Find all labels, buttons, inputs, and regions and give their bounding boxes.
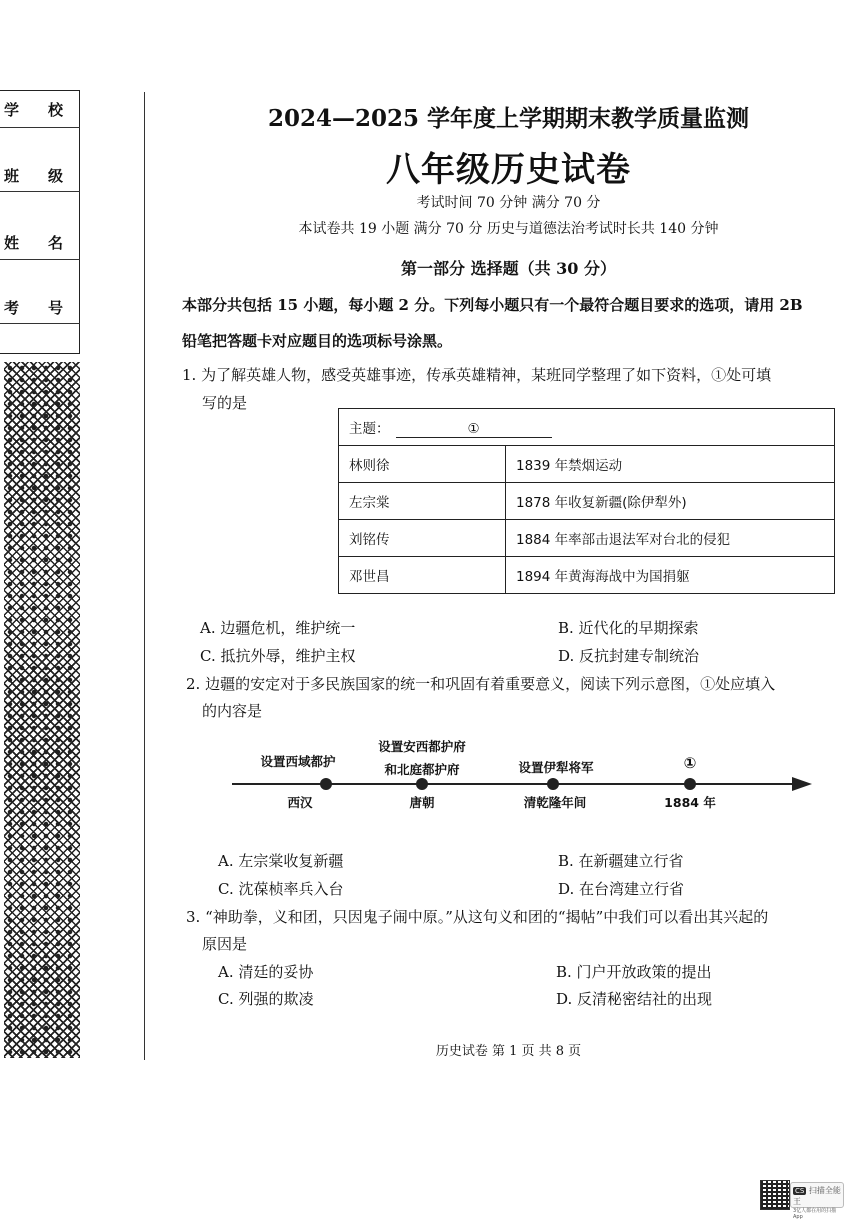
page-footer: 历史试卷 第 1 页 共 8 页 — [435, 1044, 582, 1059]
scanner-logo: CS — [795, 1187, 805, 1195]
timeline-top-1: 设置西域都护 — [260, 754, 336, 769]
timeline-dot — [320, 778, 332, 790]
q1-stem-line1: 1. 为了解英雄人物，感受英雄事迹，传承英雄精神，某班同学整理了如下资料，①处可填 — [182, 366, 772, 384]
table-row — [339, 483, 835, 520]
q1-name-cell: 刘铭传 — [339, 520, 506, 557]
q1-option-d: D. 反抗封建专制统治 — [558, 647, 700, 665]
q2-option-b: B. 在新疆建立行省 — [558, 852, 684, 870]
class-line — [0, 191, 80, 192]
section-intro-line2: 铅笔把答题卡对应题目的选项标号涂黑。 — [182, 332, 453, 350]
q2-option-a: A. 左宗棠收复新疆 — [218, 852, 344, 870]
timeline-arrow-icon — [792, 777, 812, 791]
q1-name-cell: 左宗棠 — [339, 483, 506, 520]
exam-title: 2024—2025 学年度上学期期末教学质量监测 — [267, 105, 750, 132]
binding-divider — [144, 92, 145, 1060]
q2-option-d: D. 在台湾建立行省 — [558, 880, 685, 898]
school-label-char2: 校 — [48, 101, 64, 119]
q1-topic-label: 主题： — [349, 420, 390, 437]
q3-stem-line2: 原因是 — [202, 935, 248, 953]
name-line — [0, 259, 80, 260]
q1-option-c: C. 抵抗外辱，维护主权 — [200, 647, 356, 665]
q1-name-cell: 林则徐 — [339, 446, 506, 483]
q1-stem-line2: 写的是 — [202, 394, 248, 412]
school-label-char1: 学 — [4, 101, 20, 119]
paper-info: 本试卷共 19 小题 满分 70 分 历史与道德法治考试时长共 140 分钟 — [298, 221, 719, 237]
class-label-char2: 级 — [48, 167, 64, 185]
table-row — [339, 446, 835, 483]
q1-event-cell: 1894 年黄海海战中为国捐躯 — [506, 557, 835, 594]
timeline-top-3: 设置伊犁将军 — [518, 760, 594, 775]
timeline-top-2b: 和北庭都护府 — [384, 762, 460, 777]
q1-event-cell: 1839 年禁烟运动 — [506, 446, 835, 483]
id-label-char2: 号 — [48, 299, 64, 317]
student-info-box — [0, 90, 80, 354]
scanner-label: 扫描全能王 — [793, 1186, 841, 1206]
timeline-top-2a: 设置安西都护府 — [378, 739, 466, 754]
q3-stem-line1: 3. “神助拳，义和团，只因鬼子闹中原。”从这句义和团的“揭帖”中我们可以看出其兴起的 — [186, 908, 769, 926]
timeline-bottom-1: 西汉 — [287, 795, 313, 810]
school-line — [0, 127, 80, 128]
q1-option-b: B. 近代化的早期探索 — [558, 619, 699, 637]
q1-table — [338, 408, 835, 594]
q3-option-b: B. 门户开放政策的提出 — [556, 963, 712, 981]
timeline-bottom-3: 清乾隆年间 — [523, 795, 587, 810]
q1-name-cell: 邓世昌 — [339, 557, 506, 594]
exam-info: 考试时间 70 分钟 满分 70 分 — [416, 195, 601, 211]
scanner-badge — [790, 1182, 844, 1220]
table-row — [339, 409, 835, 446]
timeline-bottom-2: 唐朝 — [409, 795, 435, 810]
section-intro-line1: 本部分共包括 15 小题，每小题 2 分。下列每小题只有一个最符合题目要求的选项，请用 2B — [182, 296, 803, 314]
binding-pattern-strip — [4, 362, 80, 1058]
paper-title: 八年级历史试卷 — [386, 150, 631, 190]
q1-option-a: A. 边疆危机，维护统一 — [200, 619, 356, 637]
timeline-dot — [416, 778, 428, 790]
timeline-bottom-4: 1884 年 — [664, 795, 716, 810]
class-label-char1: 班 — [4, 167, 20, 185]
q1-event-cell: 1878 年收复新疆(除伊犁外) — [506, 483, 835, 520]
q3-option-c: C. 列强的欺凌 — [218, 990, 314, 1008]
q2-stem-line1: 2. 边疆的安定对于多民族国家的统一和巩固有着重要意义，阅读下列示意图，①处应填入 — [186, 675, 776, 693]
timeline-dot — [684, 778, 696, 790]
table-row — [339, 557, 835, 594]
id-label-char1: 考 — [4, 299, 20, 317]
q1-table-topic-cell — [339, 409, 835, 446]
qr-code-icon — [760, 1180, 790, 1210]
id-line — [0, 323, 80, 324]
name-label-char1: 姓 — [4, 234, 20, 252]
scanner-sub: 3亿人都在用的扫描App — [793, 1208, 837, 1220]
q2-option-c: C. 沈葆桢率兵入台 — [218, 880, 344, 898]
q3-option-a: A. 清廷的妥协 — [218, 963, 314, 981]
timeline-dot — [547, 778, 559, 790]
table-row — [339, 520, 835, 557]
q1-event-cell: 1884 年率部击退法军对台北的侵犯 — [506, 520, 835, 557]
q1-topic-blank: ① — [396, 421, 552, 438]
q3-option-d: D. 反清秘密结社的出现 — [556, 990, 713, 1008]
q2-stem-line2: 的内容是 — [202, 702, 263, 720]
name-label-char2: 名 — [48, 234, 64, 252]
section-title: 第一部分 选择题（共 30 分） — [401, 259, 616, 278]
timeline-top-4: ① — [683, 754, 697, 772]
